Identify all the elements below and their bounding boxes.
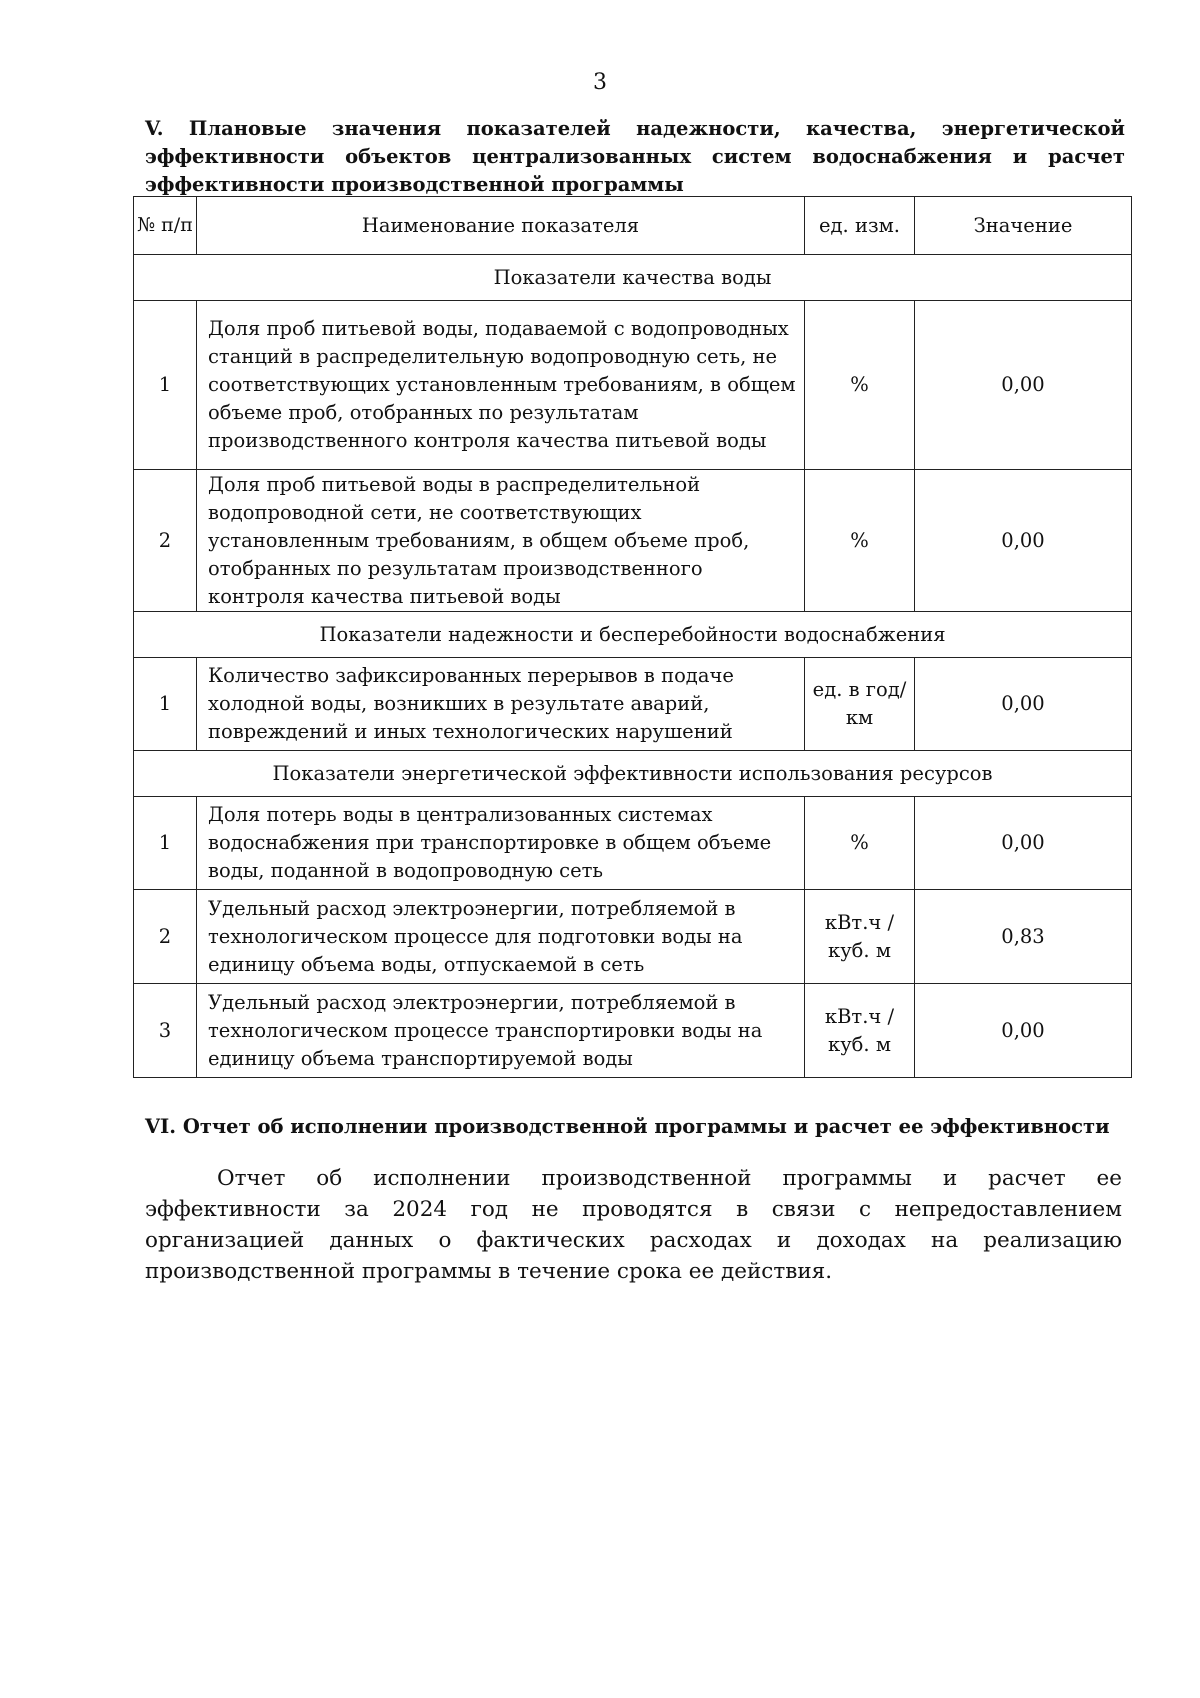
group-title-energy-efficiency: Показатели энергетической эффективности использования ресурсов (134, 751, 1132, 797)
group-title-water-quality: Показатели качества воды (134, 255, 1132, 301)
table-row (134, 470, 1132, 612)
table-row (134, 984, 1132, 1078)
header-unit: ед. изм. (805, 197, 915, 255)
indicators-table (133, 196, 1132, 1078)
table-row (134, 658, 1132, 751)
section-vi-title: VI. Отчет об исполнении производственной программы и расчет ее эффективности (145, 1115, 1110, 1138)
header-name: Наименование показателя (197, 197, 805, 255)
table-row (134, 301, 1132, 470)
row-name: Удельный расход электроэнергии, потребляемой в технологическом процессе для подготовки воды на единицу объема воды, отпускаемой в сеть (197, 890, 805, 984)
page-number: 3 (593, 70, 607, 95)
row-name: Количество зафиксированных перерывов в подаче холодной воды, возникших в результате аварий, повреждений и иных технологических нарушений (197, 658, 805, 751)
row-value: 0,00 (915, 797, 1132, 890)
row-num: 2 (134, 470, 197, 612)
section-v-title-line: эффективности объектов централизованных систем водоснабжения и расчет (145, 145, 1125, 168)
row-value: 0,00 (915, 470, 1132, 612)
row-num: 3 (134, 984, 197, 1078)
row-unit: ед. в год/ км (805, 658, 915, 751)
table-section-row (134, 255, 1132, 301)
table-header-row (134, 197, 1132, 255)
table-row (134, 890, 1132, 984)
table-row (134, 797, 1132, 890)
section-v-title-line: V. Плановые значения показателей надежности, качества, энергетической (145, 117, 1125, 140)
row-unit: кВт.ч / куб. м (805, 984, 915, 1078)
table-section-row (134, 751, 1132, 797)
row-num: 2 (134, 890, 197, 984)
row-value: 0,00 (915, 301, 1132, 470)
row-unit: % (805, 797, 915, 890)
row-unit: кВт.ч / куб. м (805, 890, 915, 984)
row-value: 0,00 (915, 658, 1132, 751)
row-num: 1 (134, 301, 197, 470)
row-num: 1 (134, 797, 197, 890)
header-value: Значение (915, 197, 1132, 255)
group-title-reliability: Показатели надежности и бесперебойности водоснабжения (134, 612, 1132, 658)
row-value: 0,83 (915, 890, 1132, 984)
section-v-title-line: эффективности производственной программы (145, 173, 684, 196)
row-name: Доля проб питьевой воды в распределительной водопроводной сети, не соответствующих установленным требованиям, в общем объеме проб, отобранных по результатам производственного контроля качества питьевой воды (197, 470, 805, 612)
row-unit: % (805, 301, 915, 470)
row-name: Доля проб питьевой воды, подаваемой с водопроводных станций в распределительную водопроводную сеть, не соответствующих установленным требованиям, в общем объеме проб, отобранных по результатам производственного контроля качества питьевой воды (197, 301, 805, 470)
row-value: 0,00 (915, 984, 1132, 1078)
header-num: № п/п (134, 197, 197, 255)
row-name: Удельный расход электроэнергии, потребляемой в технологическом процессе транспортировки воды на единицу объема транспортируемой воды (197, 984, 805, 1078)
row-num: 1 (134, 658, 197, 751)
section-vi-paragraph: Отчет об исполнении производственной программы и расчет ее эффективности за 2024 год не проводятся в связи с непредоставлением организацией данных о фактических расходах и доходах на реализацию производственной программы в течение срока ее действия. (145, 1166, 1122, 1284)
row-name: Доля потерь воды в централизованных системах водоснабжения при транспортировке в общем объеме воды, поданной в водопроводную сеть (197, 797, 805, 890)
table-section-row (134, 612, 1132, 658)
section-v-title (145, 115, 1125, 199)
row-unit: % (805, 470, 915, 612)
